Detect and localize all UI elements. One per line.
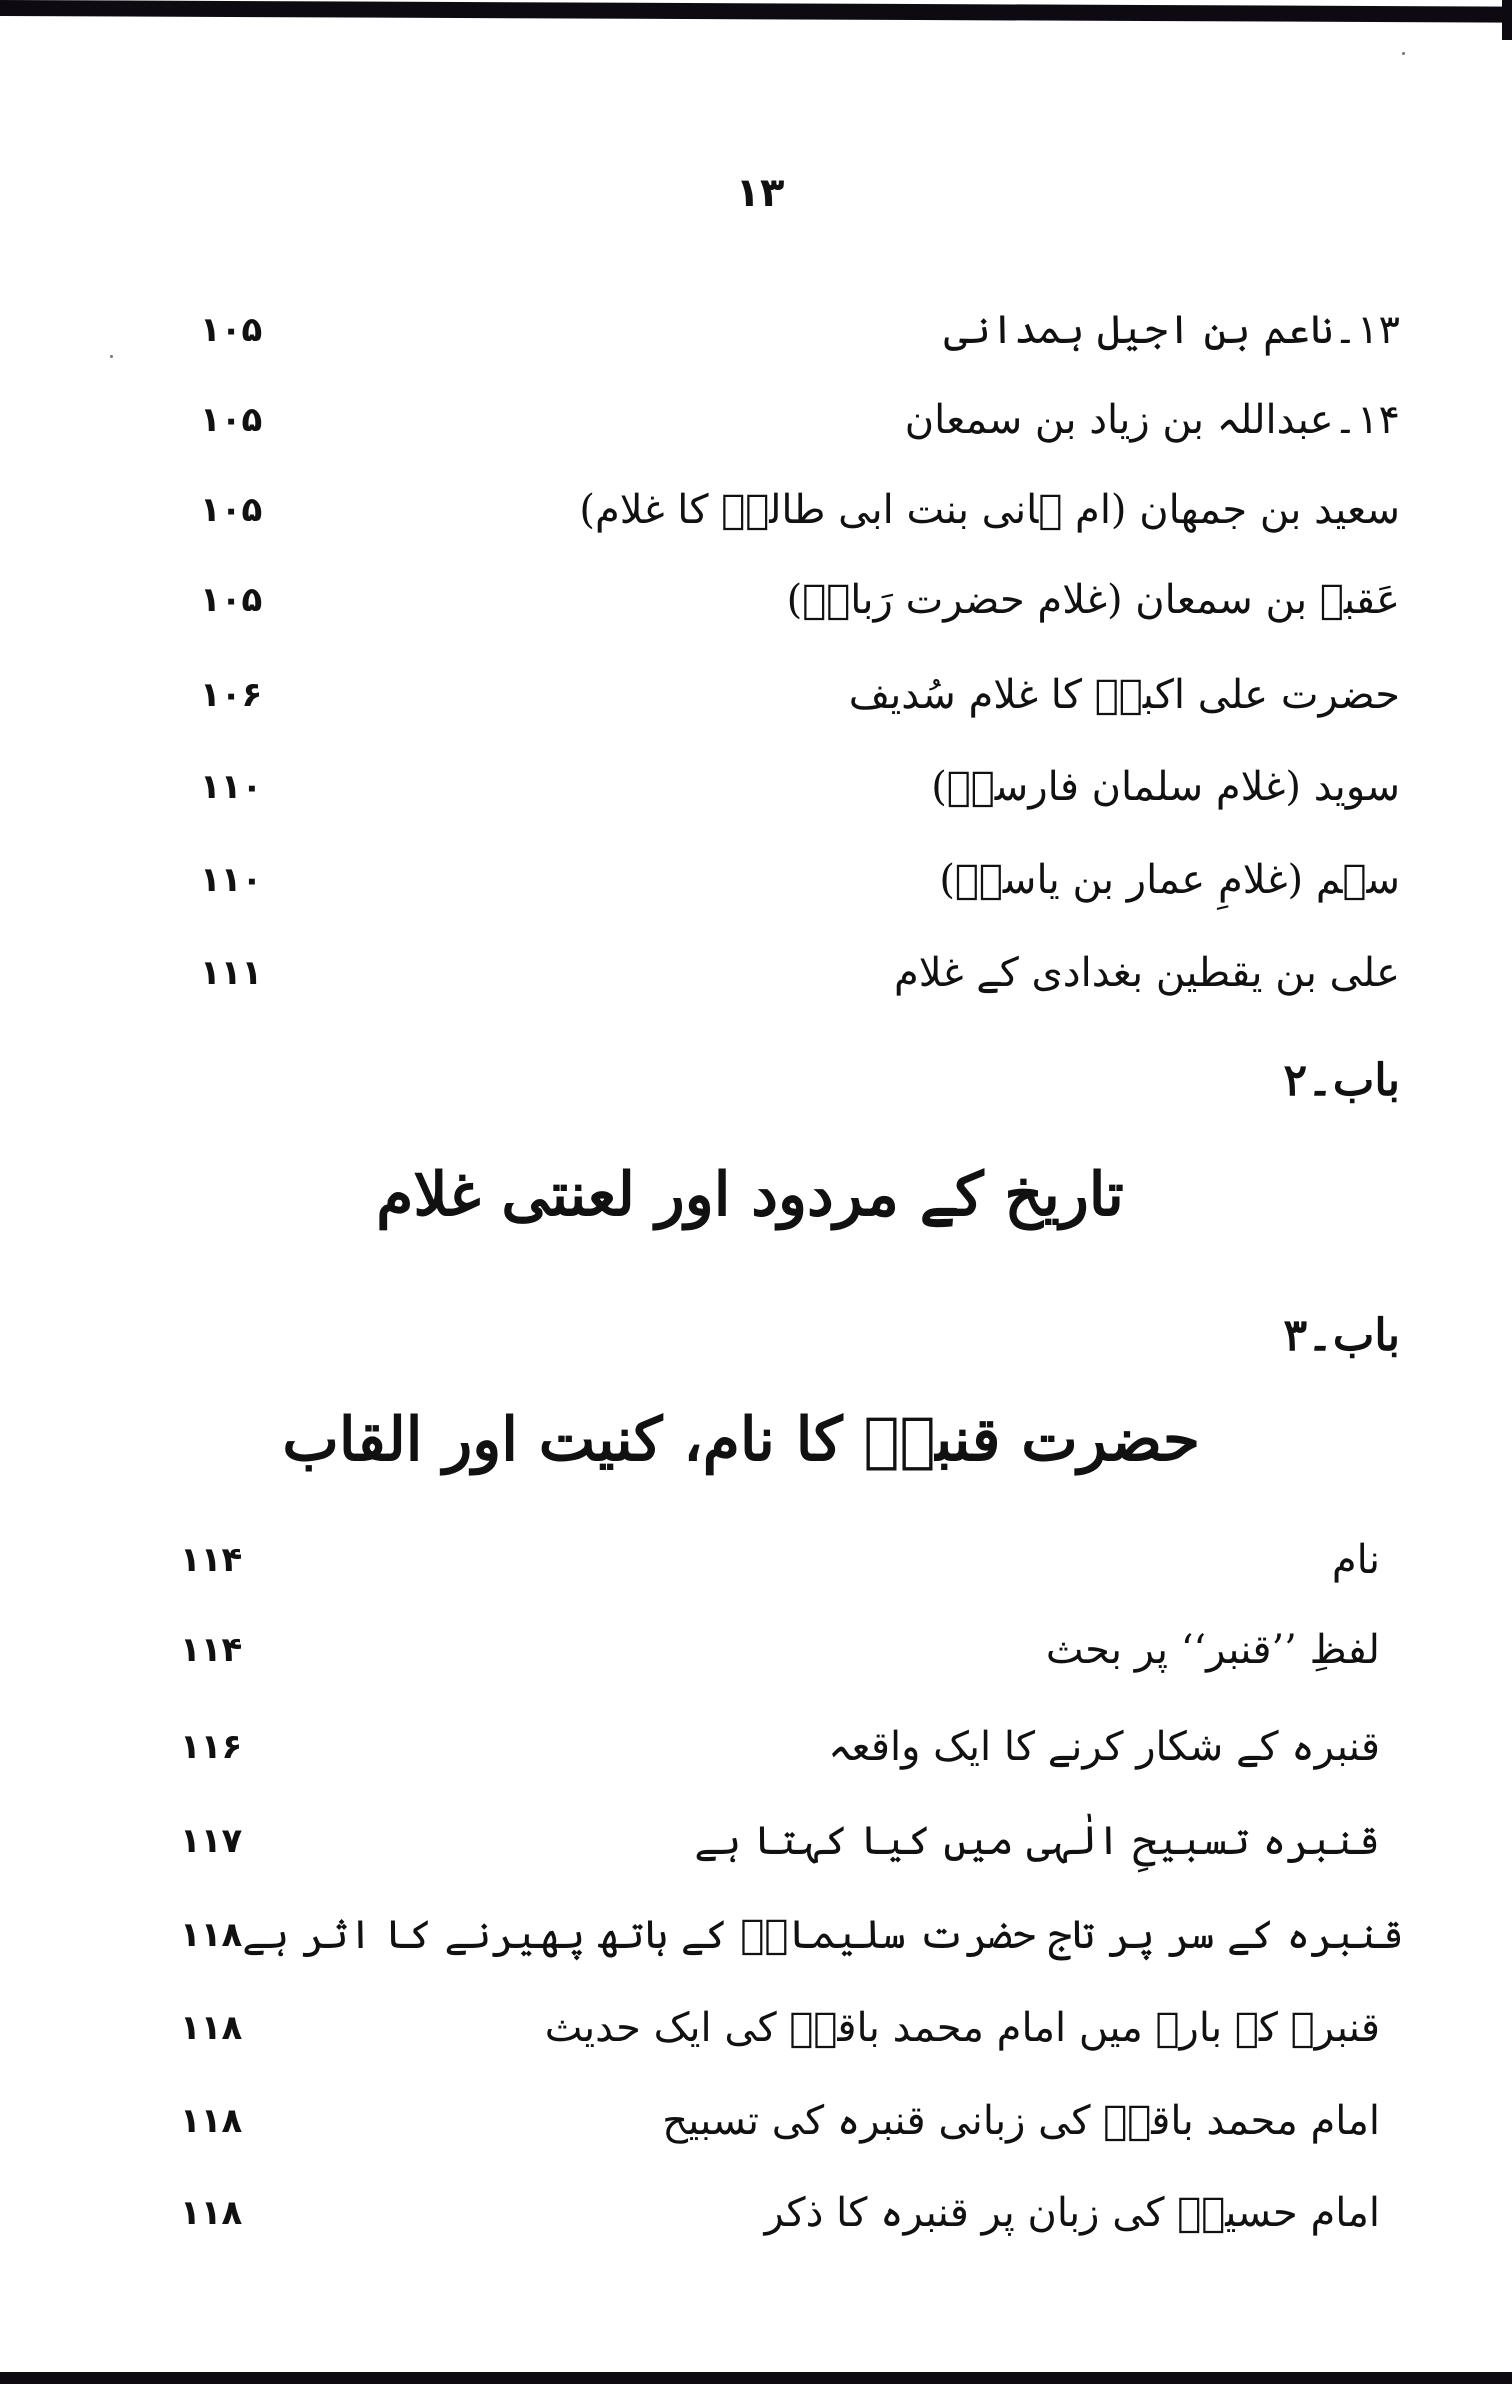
scan-edge-bottom: [0, 2372, 1512, 2384]
chapter-3-label: باب۔۳: [1283, 1310, 1400, 1361]
toc-entry-page: ۱۰۵: [200, 310, 263, 350]
toc-entry-title: قنبرہ کے بارے میں امام محمد باقرؑ کی ایک حدیث: [544, 2005, 1380, 2051]
scan-speck: [110, 355, 113, 358]
toc-entry: [200, 385, 1400, 455]
toc-entry-page: ۱۱۴: [180, 1630, 243, 1670]
toc-entry: [200, 475, 1400, 545]
toc-entry-title: سہم (غلامِ عمار بن یاسرؓ): [939, 857, 1400, 903]
toc-entry-title: سعید بن جمھان (ام ہانی بنت ابی طالبؑ کا غلام): [579, 487, 1400, 533]
toc-entry-page: ۱۱۸: [180, 1915, 243, 1955]
toc-entry: [180, 1806, 1380, 1876]
toc-entry: [180, 2086, 1380, 2156]
scan-speck: [1402, 52, 1405, 55]
toc-entry-page: ۱۱۸: [180, 2193, 243, 2233]
scan-edge-top: [0, 0, 1512, 23]
page-number: ۱۳: [735, 170, 785, 216]
toc-entry-title: نام: [1331, 1537, 1380, 1583]
scan-edge-right: [1502, 0, 1512, 40]
toc-entry: [200, 752, 1400, 822]
toc-entry-page: ۱۱۸: [180, 2008, 243, 2048]
toc-entry-title: لفظِ ’’قنبر‘‘ پر بحث: [1045, 1627, 1380, 1673]
toc-entry: [200, 660, 1400, 730]
chapter-2-label: باب۔۲: [1283, 1055, 1400, 1106]
toc-entry: [180, 1900, 1404, 1970]
toc-entry-page: ۱۰۶: [200, 675, 263, 715]
toc-entry-title: امام محمد باقرؑ کی زبانی قنبرہ کی تسبیح: [662, 2098, 1380, 2144]
toc-entry-title: سوید (غلام سلمان فارسیؓ): [931, 764, 1400, 810]
toc-entry-page: ۱۰۵: [200, 490, 263, 530]
toc-entry: [200, 295, 1400, 365]
toc-entry-page: ۱۱۷: [180, 1821, 243, 1861]
toc-entry: [180, 1525, 1380, 1595]
toc-entry-title: عَقبہ بن سمعان (غلام حضرت رَبابؑ): [786, 577, 1400, 623]
toc-entry: [180, 2178, 1380, 2248]
toc-entry-title: حضرت علی اکبرؑ کا غلام سُدیف: [848, 672, 1400, 718]
toc-entry-page: ۱۱۰: [200, 860, 263, 900]
toc-entry-page: ۱۰۵: [200, 580, 263, 620]
toc-entry-page: ۱۱۸: [180, 2101, 243, 2141]
toc-entry: [200, 845, 1400, 915]
toc-entry-title: قنبرہ کے شکار کرنے کا ایک واقعہ: [828, 1724, 1380, 1770]
toc-entry-page: ۱۱۴: [180, 1540, 243, 1580]
chapter-2-title: تاریخ کے مردود اور لعنتی غلام: [376, 1160, 1124, 1230]
chapter-3-title: حضرت قنبرؑ کا نام، کنیت اور القاب: [282, 1405, 1200, 1475]
toc-entry: [180, 1993, 1380, 2063]
toc-entry-page: ۱۱۰: [200, 767, 263, 807]
toc-entry-title: امام حسینؑ کی زبان پر قنبرہ کا ذکر: [764, 2190, 1380, 2236]
toc-entry-title: قنبرہ تسبیحِ الٰہی میں کیا کہتا ہے: [694, 1818, 1380, 1864]
toc-entry-page: ۱۱۶: [180, 1727, 243, 1767]
toc-entry: [180, 1712, 1380, 1782]
toc-entry: [200, 938, 1400, 1008]
toc-entry-page: ۱۰۵: [200, 400, 263, 440]
toc-entry-title: ۱۳۔ناعم بن اجیل ہمدانی: [943, 307, 1400, 353]
toc-entry-title: علی بن یقطین بغدادی کے غلام: [894, 950, 1400, 996]
toc-entry-title: قنبرہ کے سر پر تاج حضرت سلیمانؑ کے ہاتھ پھیرنے کا اثر ہے: [242, 1912, 1404, 1958]
toc-entry-title: ۱۴۔عبداللہ بن زیاد بن سمعان: [904, 397, 1400, 443]
toc-entry-page: ۱۱۱: [200, 953, 263, 993]
toc-entry: [200, 565, 1400, 635]
toc-entry: [180, 1615, 1380, 1685]
